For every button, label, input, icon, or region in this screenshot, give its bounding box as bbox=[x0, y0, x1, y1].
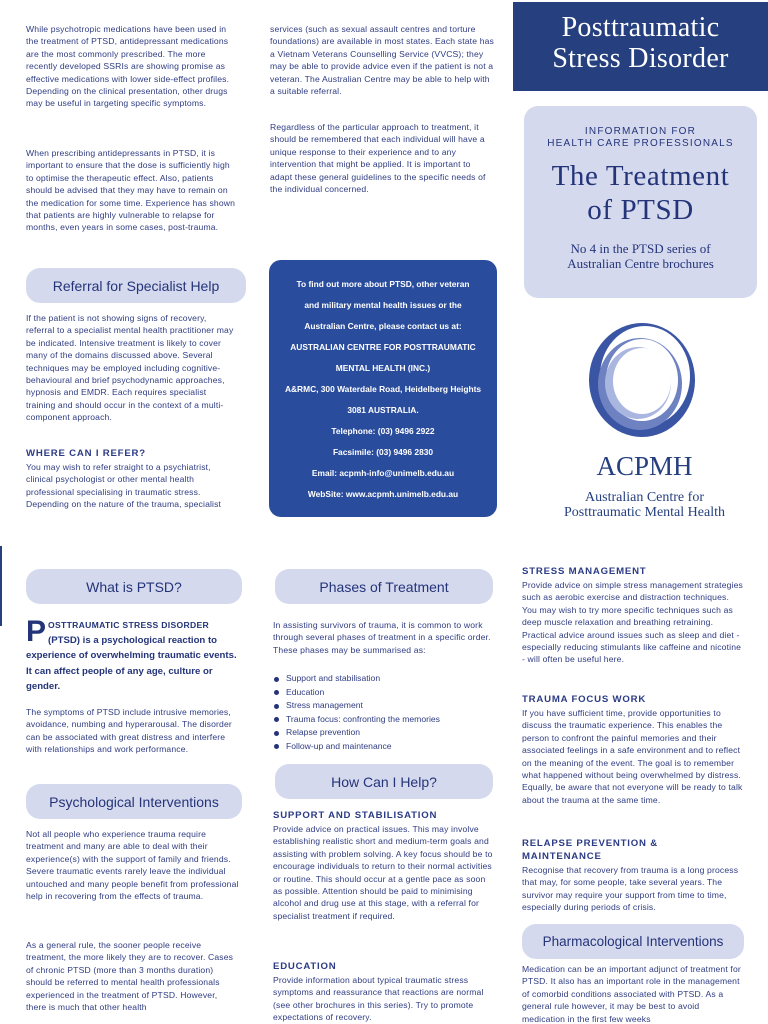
contact-line: To find out more about PTSD, other veteran bbox=[296, 279, 470, 289]
drop-cap: P bbox=[26, 615, 47, 648]
relapse-heading-line1: RELAPSE PREVENTION & bbox=[522, 838, 658, 849]
pharm-interventions-heading: Pharmacological Interventions bbox=[522, 924, 744, 959]
contact-website[interactable]: WebSite: www.acpmh.unimelb.edu.au bbox=[307, 489, 459, 499]
acpmh-ring-logo-icon bbox=[582, 310, 702, 450]
psych-interventions-heading: Psychological Interventions bbox=[26, 784, 242, 819]
main-title-line1: The Treatment bbox=[551, 160, 730, 192]
relapse-heading-line2: MAINTENANCE bbox=[522, 851, 602, 862]
education-heading: EDUCATION bbox=[273, 961, 337, 972]
trauma-focus-paragraph: If you have sufficient time, provide opportunities to discuss the traumatic experience. This enables the person to confront the painful memories and their associated feelings in a safe environment and to reflect on the meaning of the event. The goal is to remember what happened without being overwhelmed by distress. Equally, be aware that not everyone will be ready to talk about the trauma at the same time. bbox=[522, 708, 743, 805]
contact-line: and military mental health issues or the bbox=[304, 300, 462, 310]
cover-title-line2: Stress Disorder bbox=[552, 43, 729, 74]
services-paragraph: services (such as sexual assault centres and torture foundations) are available in most states. Each state has a Vietnam Veterans Counselling Service (VVCS); they may be able to provide advice even if the patient is not a veteran. The Australian Centre may be able to help with a suitable referral. bbox=[270, 24, 494, 97]
phases-heading: Phases of Treatment bbox=[275, 569, 493, 604]
main-title-line2: of PTSD bbox=[587, 194, 694, 226]
phases-intro: In assisting survivors of trauma, it is common to work through several phases of treatment in a specific order. These phases may be summarised as: bbox=[273, 620, 491, 655]
phases-list bbox=[273, 672, 495, 753]
regardless-paragraph: Regardless of the particular approach to treatment, it should be remembered that each individual will have a unique response to their experience and to any intervention that might be applied. It is important to adapt these general guidelines to the specific needs of the individual concerned. bbox=[270, 122, 486, 195]
list-item: Stress management bbox=[273, 699, 495, 713]
ptsd-definition bbox=[26, 615, 244, 694]
intro-paragraph: While psychotropic medications have been used in the treatment of PTSD, antidepressant medications are the most commonly prescribed. The more recently developed SSRIs are showing promise as effective medications with lower side-effect profiles. Depending on the clinical presentation, other drugs may be useful in targeting specific symptoms. bbox=[26, 24, 230, 109]
referral-heading: Referral for Specialist Help bbox=[26, 268, 246, 303]
what-is-ptsd-heading: What is PTSD? bbox=[26, 569, 242, 604]
list-item: Relapse prevention bbox=[273, 726, 495, 740]
education-paragraph: Provide information about typical traumatic stress symptoms and reassurance that reactions are normal (see other brochures in this series). Try to promote expectations of recovery. bbox=[273, 975, 484, 1023]
contact-facsimile: Facsimile: (03) 9496 2830 bbox=[332, 447, 434, 457]
symptoms-paragraph: The symptoms of PTSD include intrusive memories, avoidance, numbing and hyperarousal. The disorder can be associated with great distress and interfere with relationships and work performance. bbox=[26, 707, 232, 755]
list-item: Trauma focus: confronting the memories bbox=[273, 713, 495, 727]
contact-box bbox=[269, 260, 497, 517]
contact-telephone: Telephone: (03) 9496 2922 bbox=[331, 426, 435, 436]
referral-paragraph: If the patient is not showing signs of recovery, referral to a specialist mental health practitioner may be indicated. Intensive treatment is likely to cover many of the domains discussed above. Several techniques may be employed including cognitive-behavioural and brief psychodynamic approaches, hypnosis and EMDR. Each requires specialist training and should occur in the context of a multi-component approach. bbox=[26, 313, 234, 423]
cover-title-line1: Posttraumatic bbox=[561, 12, 720, 43]
fold-mark bbox=[0, 546, 2, 626]
stress-paragraph: Provide advice on simple stress management strategies such as aerobic exercise and distraction techniques. You may wish to try more specific techniques such as deep muscle relaxation and breathing retraining. Practical advice around issues such as sleep and diet - especially reducing stimulants like caffeine and nicotine - will often be useful here. bbox=[522, 580, 743, 665]
trauma-focus-heading: TRAUMA FOCUS WORK bbox=[522, 694, 647, 705]
series-line1: No 4 in the PTSD series of bbox=[570, 241, 711, 256]
contact-address-line: 3081 AUSTRALIA. bbox=[347, 405, 419, 415]
org-name-line2: Posttraumatic Mental Health bbox=[564, 505, 725, 520]
lead-line1: (PTSD) is a psychological reaction to bbox=[48, 635, 218, 647]
relapse-heading bbox=[522, 837, 658, 863]
support-heading: SUPPORT AND STABILISATION bbox=[273, 810, 438, 821]
org-name-line1: Australian Centre for bbox=[585, 490, 704, 505]
list-item: Follow-up and maintenance bbox=[273, 740, 495, 754]
lead-smallcaps: OSTTRAUMATIC STRESS DISORDER bbox=[48, 620, 210, 630]
pharm-paragraph: Medication can be an important adjunct of treatment for PTSD. It also has an important role in the management of comorbid conditions associated with PTSD. As a general rule however, it may be best to avoid medication in the first few weeks bbox=[522, 964, 741, 1024]
series-line2: Australian Centre brochures bbox=[567, 256, 714, 271]
stress-heading: STRESS MANAGEMENT bbox=[522, 566, 647, 577]
where-refer-paragraph: You may wish to refer straight to a psychiatrist, clinical psychologist or other mental health professional specialising in traumatic stress. Depending on the nature of the trauma, specialist bbox=[26, 462, 222, 510]
list-item: Education bbox=[273, 686, 495, 700]
contact-org-line: AUSTRALIAN CENTRE FOR POSTTRAUMATIC bbox=[290, 342, 476, 352]
info-line1: INFORMATION FOR bbox=[584, 126, 697, 137]
contact-org-line: MENTAL HEALTH (INC.) bbox=[335, 363, 431, 373]
relapse-paragraph: Recognise that recovery from trauma is a long process that may, for some people, take several years. The survivor may require your support from time to time, especially during periods of crisis. bbox=[522, 865, 739, 913]
cover-title-banner bbox=[513, 2, 768, 91]
dose-paragraph: When prescribing antidepressants in PTSD, it is important to ensure that the dose is sufficiently high to optimise the therapeutic effect. Also, patients should be advised that they may have to remain on the medication for some time. Experience has shown that patients are highly vulnerable to relapse for months, even years in some cases, post-trauma. bbox=[26, 148, 236, 233]
psych-paragraph-1: Not all people who experience trauma require treatment and many are able to deal with their experience(s) with the support of family and friends. Severe traumatic events rarely leave the individual untouched and many people benefit from professional help in recovering from the effects of trauma. bbox=[26, 829, 239, 902]
how-can-i-help-heading: How Can I Help? bbox=[275, 764, 493, 799]
list-item: Support and stabilisation bbox=[273, 672, 495, 686]
contact-address-line: A&RMC, 300 Waterdale Road, Heidelberg Heights bbox=[284, 384, 482, 394]
contact-email[interactable]: Email: acpmh-info@unimelb.edu.au bbox=[311, 468, 455, 478]
support-paragraph: Provide advice on practical issues. This may involve establishing realistic short and medium-term goals and assisting with problem solving. A key focus should be to encourage individuals to return to their normal activities or routine. This should occur at a gentle pace as soon as possible. Attention should be paid to minimising alcohol and drug use at this stage, with a referral for specialist treatment if required. bbox=[273, 824, 493, 921]
lead-rest: experience of overwhelming traumatic events. It can affect people of any age, culture or gender. bbox=[26, 650, 237, 692]
info-line2: HEALTH CARE PROFESSIONALS bbox=[547, 138, 734, 149]
contact-line: Australian Centre, please contact us at: bbox=[304, 321, 462, 331]
cover-info-card bbox=[524, 106, 757, 298]
acpmh-logo-text: ACPMH bbox=[596, 451, 693, 481]
where-refer-heading: WHERE CAN I REFER? bbox=[26, 448, 146, 459]
psych-paragraph-2: As a general rule, the sooner people receive treatment, the more likely they are to recover. Cases of chronic PTSD (more than 3 months duration) should be referred to mental health professionals experienced in the treatment of PTSD. However, there is much that other health bbox=[26, 940, 234, 1013]
